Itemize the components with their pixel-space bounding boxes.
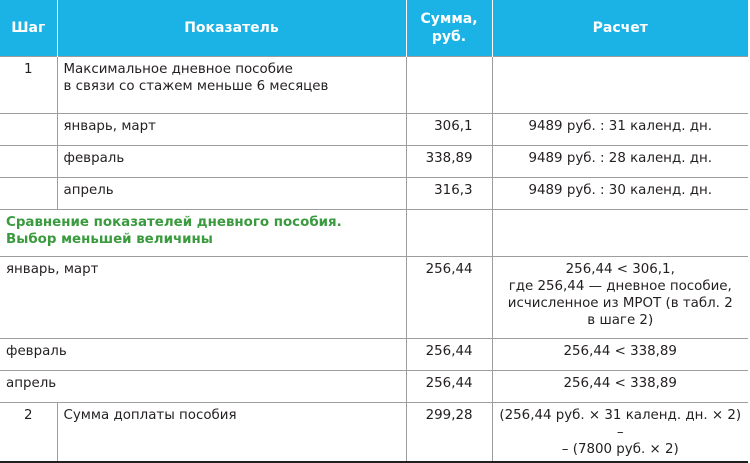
table-row xyxy=(0,114,748,146)
column-header-calc: Расчет xyxy=(492,0,748,57)
calc-line: исчисленное из МРОТ (в табл. 2 xyxy=(507,296,733,311)
calc-cell xyxy=(492,257,748,339)
step-cell xyxy=(0,146,57,178)
calc-cell: 9489 руб. : 30 календ. дн. xyxy=(492,178,748,210)
calc-line: в шаге 2) xyxy=(587,313,654,328)
column-header-sum-line1: Сумма, xyxy=(420,11,478,27)
calc-line: (256,44 руб. × 31 календ. дн. × 2) – xyxy=(499,408,742,440)
column-header-indicator: Показатель xyxy=(57,0,406,57)
calc-line: где 256,44 — дневное пособие, xyxy=(508,279,732,294)
calc-cell: 256,44 < 338,89 xyxy=(492,371,748,403)
column-header-sum-line2: руб. xyxy=(431,29,467,45)
indicator-cell xyxy=(57,57,406,114)
calc-line: – (7800 руб. × 2) xyxy=(561,442,679,457)
indicator-cell: апрель xyxy=(57,178,406,210)
calc-cell xyxy=(492,57,748,114)
indicator-line: в связи со стажем меньше 6 месяцев xyxy=(63,79,329,94)
table-header-row xyxy=(0,0,748,57)
column-header-sum xyxy=(406,0,492,57)
sum-cell: 338,89 xyxy=(406,146,492,178)
sum-cell xyxy=(406,57,492,114)
column-header-step: Шаг xyxy=(0,0,57,57)
table-row xyxy=(0,257,748,339)
step-cell: 2 xyxy=(0,403,57,463)
calc-cell xyxy=(492,403,748,463)
indicator-cell: февраль xyxy=(0,339,406,371)
sum-cell xyxy=(406,210,492,257)
step-cell xyxy=(0,114,57,146)
section-title-line: Сравнение показателей дневного пособия. xyxy=(6,215,342,230)
sum-cell: 256,44 xyxy=(406,257,492,339)
indicator-cell: январь, март xyxy=(57,114,406,146)
calc-cell: 256,44 < 338,89 xyxy=(492,339,748,371)
calc-cell: 9489 руб. : 28 календ. дн. xyxy=(492,146,748,178)
sum-cell: 299,28 xyxy=(406,403,492,463)
indicator-line: Максимальное дневное пособие xyxy=(63,62,293,77)
table-row xyxy=(0,371,748,403)
table-row xyxy=(0,57,748,114)
indicator-cell: апрель xyxy=(0,371,406,403)
section-row xyxy=(0,210,748,257)
step-cell xyxy=(0,178,57,210)
calc-cell: 9489 руб. : 31 календ. дн. xyxy=(492,114,748,146)
table-row xyxy=(0,403,748,463)
sum-cell: 256,44 xyxy=(406,371,492,403)
step-cell: 1 xyxy=(0,57,57,114)
table-row xyxy=(0,146,748,178)
sum-cell: 316,3 xyxy=(406,178,492,210)
section-title-cell xyxy=(0,210,406,257)
sum-cell: 256,44 xyxy=(406,339,492,371)
indicator-cell: февраль xyxy=(57,146,406,178)
indicator-cell: Сумма доплаты пособия xyxy=(57,403,406,463)
sum-cell: 306,1 xyxy=(406,114,492,146)
calc-cell xyxy=(492,210,748,257)
section-title-line: Выбор меньшей величины xyxy=(6,232,213,247)
table-row xyxy=(0,178,748,210)
calc-line: 256,44 < 306,1, xyxy=(565,262,675,277)
indicator-cell: январь, март xyxy=(0,257,406,339)
table-row xyxy=(0,339,748,371)
